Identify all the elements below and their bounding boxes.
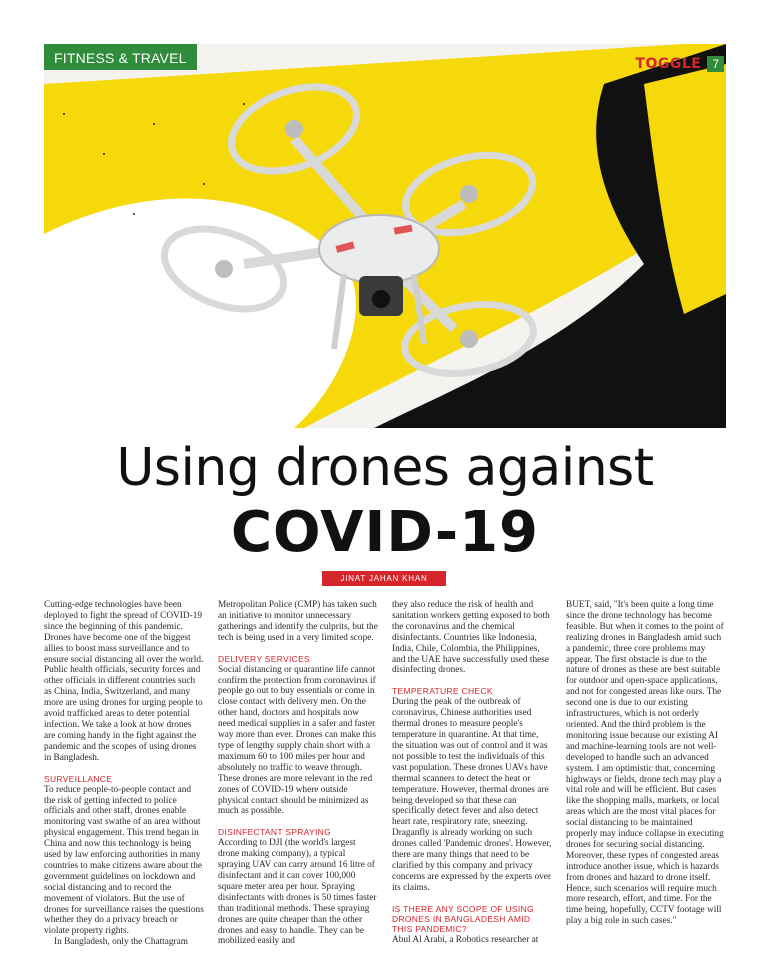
disinfect-paragraph: they also reduce the risk of health and sanitation workers getting exposed to both the coronavirus and the chemical disinfectants. Countries like Indonesia, India, Chile, Colombia, the Philippines, and the UAE have successfully used these disinfecting drones. bbox=[392, 600, 550, 676]
subheading-surveillance: SURVEILLANCE bbox=[44, 773, 113, 784]
article-column-3 bbox=[392, 600, 552, 946]
subheading-spraying: DISINFECTANT SPRAYING bbox=[218, 827, 332, 838]
author-byline: JINAT JAHAN KHAN bbox=[322, 571, 446, 586]
headline-line-1: Using drones against bbox=[116, 438, 654, 498]
article-column-4 bbox=[566, 600, 726, 927]
quote-paragraph: BUET, said, "It's been quite a long time since the drone technology has become feasible. But when it comes to the point of realizing drones in Bangladesh amid such a pandemic, three core problems may appear. The first obstacle is due to the nature of drones as these are best suitable for outdoor and open-space applications, and not for congested areas like ours. The second one is due to our existing infrastructures, which is not orderly oriented. And the third problem is the monitoring issue because our existing AI and machine-learning tools are not well-developed to handle such an advanced system. I am optimistic that, concerning highways or fields, drone tech may play a vital role and will be efficient. But cases like the shopping malls, markets, or local areas which are the most vital places for social distancing to be maintained properly may induce collapse in executing drones for securing social distancing. Moreover, these types of congested areas introduce another issue, which is hazards from drones and hazard to drone itself. Hence, such scenarios will require much more research, effort, and time. For the time being, hopefully, CCTV footage will play a big role in such cases." bbox=[566, 600, 724, 927]
chattagram-paragraph: In Bangladesh, only the Chattagram bbox=[54, 937, 188, 948]
surveillance-paragraph: To reduce people-to-people contact and the risk of getting infected to police officials and other staff, drones enable monitoring vast swathe of an area without physical engagement. This trend began in China and now this technology is being used by law enforcing authorities in many countries to make citizens aware about the government guidelines on lockdown and social distancing and to record the movement of violators. But the use of drones for surveillance raises the questions whether they do a privacy breach or violate property rights. bbox=[44, 784, 204, 937]
subheading-bangladesh: IS THERE ANY SCOPE OF USING DRONES IN BANGLADESH AMID THIS PANDEMIC? bbox=[392, 903, 534, 934]
headline-line-2: COVID-19 bbox=[230, 500, 540, 565]
page-number: 7 bbox=[707, 56, 724, 72]
spraying-paragraph: According to DJI (the world's largest drone making company), a typical spraying UAV can carry around 16 litre of disinfectant and it can cover 100,000 square meter area per hour. Spraying disinfectants with drones is 50 times faster than traditional methods. These spraying drones are quite cheaper than the other drones and easy to handle. They can be mobilized easily and bbox=[218, 838, 377, 947]
article-column-1 bbox=[44, 600, 204, 948]
drone-illustration bbox=[44, 44, 726, 428]
subheading-temperature: TEMPERATURE CHECK bbox=[392, 686, 493, 697]
section-tag: FITNESS & TRAVEL bbox=[44, 44, 197, 70]
subheading-delivery: DELIVERY SERVICES bbox=[218, 653, 311, 664]
delivery-paragraph: Social distancing or quarantine life cannot confirm the protection from coronavirus if people go out to buy essentials or come in close contact with delivery men. On the other hand, doctors and hospitals now need medical supplies in a safer and faster way more than ever. Drones can make this type of lengthy supply chain short with a maximum 60 to 100 miles per hour and absolutely no traffic to weave through. These drones are more relevant in the red zones of COVID-19 where outside physical contact should be minimized as much as possible. bbox=[218, 664, 376, 817]
cmp-paragraph: Metropolitan Police (CMP) has taken such an initiative to monitor unnecessary gatherings and identify the culprits, but the tech is being used in a very limited scope. bbox=[218, 600, 378, 643]
bangladesh-paragraph: Abul Al Arabi, a Robotics researcher at bbox=[392, 934, 539, 945]
hero-image bbox=[44, 44, 726, 428]
intro-paragraph: Cutting-edge technologies have been deployed to fight the spread of COVID-19 since the beginning of this pandemic. Drones have become one of the biggest allies to boost mass surveillance and to ensure social distancing all over the world. Public health officials, security forces and other officials in different countries such as China, India, Switzerland, and many more are using drones for urging people to avoid trafficked areas to deter potential infection. We take a look at how drones are coming handy in the fight against the pandemic and the scopes of using drones in Bangladesh. bbox=[44, 600, 204, 763]
brand-logo bbox=[635, 56, 724, 72]
temperature-paragraph: During the peak of the outbreak of coronavirus, Chinese authorities used thermal drones to measure people's temperature in quarantine. At that time, the situation was out of control and it was not possible to test the individuals of this vast population. These drones UAVs have thermal scanners to detect the heat or temperature. However, thermal drones are being developed so that these can specifically detect fever and also detect heart rate, respiratory rate, sneezing. Draganfly is already working on such drones called 'Pandemic drones'. However, there are many things that need to be clarified by this company and privacy concerns are expressed by the experts over its claims. bbox=[392, 697, 552, 893]
brand-name: TOGGLE bbox=[635, 56, 702, 72]
article-column-2 bbox=[218, 600, 378, 947]
